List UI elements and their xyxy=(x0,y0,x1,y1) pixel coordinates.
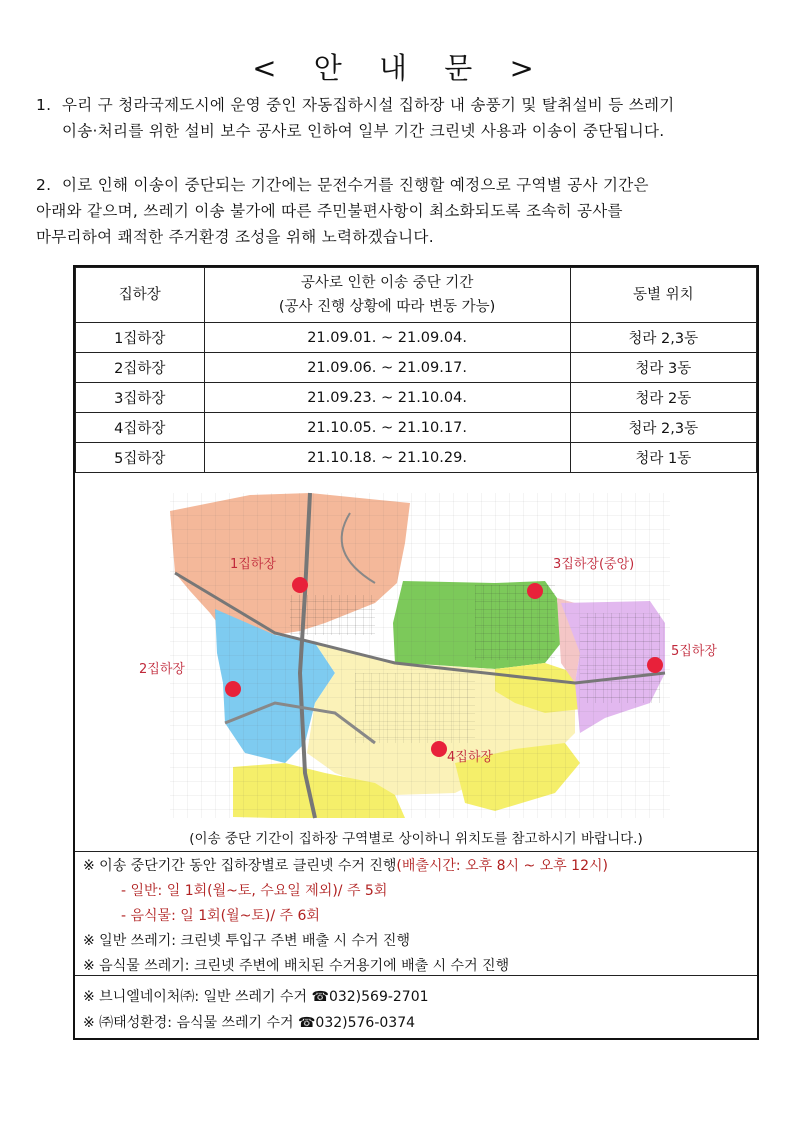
cell-location: 청라 2,3동 xyxy=(570,323,756,353)
note-collection-time: (배출시간: 오후 8시 ~ 오후 12시) xyxy=(396,858,608,874)
note-general-waste: ※ 일반 쓰레기: 크린넷 투입구 주변 배출 시 수거 진행 xyxy=(83,933,410,949)
header-period xyxy=(204,268,570,323)
cell-location: 청라 3동 xyxy=(570,353,756,383)
header-period-line-2: (공사 진행 상황에 따라 변동 가능) xyxy=(278,299,496,315)
contact-food: ※ ㈜태성환경: 음식물 쓰레기 수거 ☎032)576-0374 xyxy=(83,1015,416,1031)
table-row xyxy=(76,383,757,413)
paragraph-2-line-1: 이로 인해 이송이 중단되는 기간에는 문전수거를 진행할 예정으로 구역별 공사 기간은 xyxy=(62,176,649,194)
cell-site: 4집하장 xyxy=(76,413,205,443)
page-title: < 안 내 문 > xyxy=(252,51,548,85)
cell-period: 21.09.23. ~ 21.10.04. xyxy=(204,383,570,413)
notes-section xyxy=(75,851,757,1031)
marker-site-4 xyxy=(431,741,447,757)
block-grid-purple xyxy=(580,613,660,703)
cell-site: 3집하장 xyxy=(76,383,205,413)
cell-location: 청라 2,3동 xyxy=(570,413,756,443)
paragraph-2-line-2: 아래와 같으며, 쓰레기 이송 불가에 따른 주민불편사항이 최소화되도록 조속히 공사를 xyxy=(36,202,623,220)
site-map-svg xyxy=(75,473,757,823)
paragraph-2-number: 2. xyxy=(36,176,52,194)
cell-period: 21.10.18. ~ 21.10.29. xyxy=(204,443,570,473)
table-row xyxy=(76,443,757,473)
map-label-site-4: 4집하장 xyxy=(447,750,493,765)
cell-location: 청라 1동 xyxy=(570,443,756,473)
map-caption: (이송 중단 기간이 집하장 구역별로 상이하니 위치도를 참고하시기 바랍니다.) xyxy=(189,831,643,847)
schedule-table xyxy=(75,267,757,473)
marker-site-1 xyxy=(292,577,308,593)
header-site: 집하장 xyxy=(76,268,205,323)
paragraph-1-line-1: 우리 구 청라국제도시에 운영 중인 자동집하시설 집하장 내 송풍기 및 탈취설비 등 쓰레기 xyxy=(62,96,675,114)
map-label-site-2: 2집하장 xyxy=(139,662,185,677)
table-header-row xyxy=(76,268,757,323)
note-collection xyxy=(83,855,608,875)
paragraph-1-number: 1. xyxy=(36,96,52,114)
cell-period: 21.09.06. ~ 21.09.17. xyxy=(204,353,570,383)
cell-site: 1집하장 xyxy=(76,323,205,353)
marker-site-3 xyxy=(527,583,543,599)
note-food-waste: ※ 음식물 쓰레기: 크린넷 주변에 배치된 수거용기에 배출 시 수거 진행 xyxy=(83,958,510,974)
site-map xyxy=(75,473,757,823)
header-period-line-1: 공사로 인한 이송 중단 기간 xyxy=(300,275,474,291)
marker-site-2 xyxy=(225,681,241,697)
note-general-schedule: - 일반: 일 1회(월~토, 수요일 제외)/ 주 5회 xyxy=(121,883,388,899)
paragraph-1-line-2: 이송·처리를 위한 설비 보수 공사로 인하여 일부 기간 크린넷 사용과 이송이 중단됩니다. xyxy=(62,122,665,140)
note-food-schedule: - 음식물: 일 1회(월~토)/ 주 6회 xyxy=(121,908,320,924)
notes-divider xyxy=(75,975,757,976)
table-row xyxy=(76,353,757,383)
table-row xyxy=(76,413,757,443)
header-location: 동별 위치 xyxy=(570,268,756,323)
map-label-site-3: 3집하장(중앙) xyxy=(553,557,635,572)
block-grid-green xyxy=(475,585,555,660)
contact-general: ※ 브니엘네이처㈜: 일반 쓰레기 수거 ☎032)569-2701 xyxy=(83,989,429,1005)
marker-site-5 xyxy=(647,657,663,673)
cell-period: 21.09.01. ~ 21.09.04. xyxy=(204,323,570,353)
table-row xyxy=(76,323,757,353)
map-label-site-5: 5집하장 xyxy=(671,644,717,659)
cell-period: 21.10.05. ~ 21.10.17. xyxy=(204,413,570,443)
cell-site: 5집하장 xyxy=(76,443,205,473)
map-label-site-1: 1집하장 xyxy=(230,557,276,572)
block-grid-center xyxy=(355,673,475,743)
schedule-box xyxy=(73,265,759,1040)
cell-location: 청라 2동 xyxy=(570,383,756,413)
cell-site: 2집하장 xyxy=(76,353,205,383)
paragraph-2-line-3: 마무리하여 쾌적한 주거환경 조성을 위해 노력하겠습니다. xyxy=(36,228,434,246)
note-collection-text: ※ 이송 중단기간 동안 집하장별로 클린넷 수거 진행 xyxy=(83,858,397,874)
